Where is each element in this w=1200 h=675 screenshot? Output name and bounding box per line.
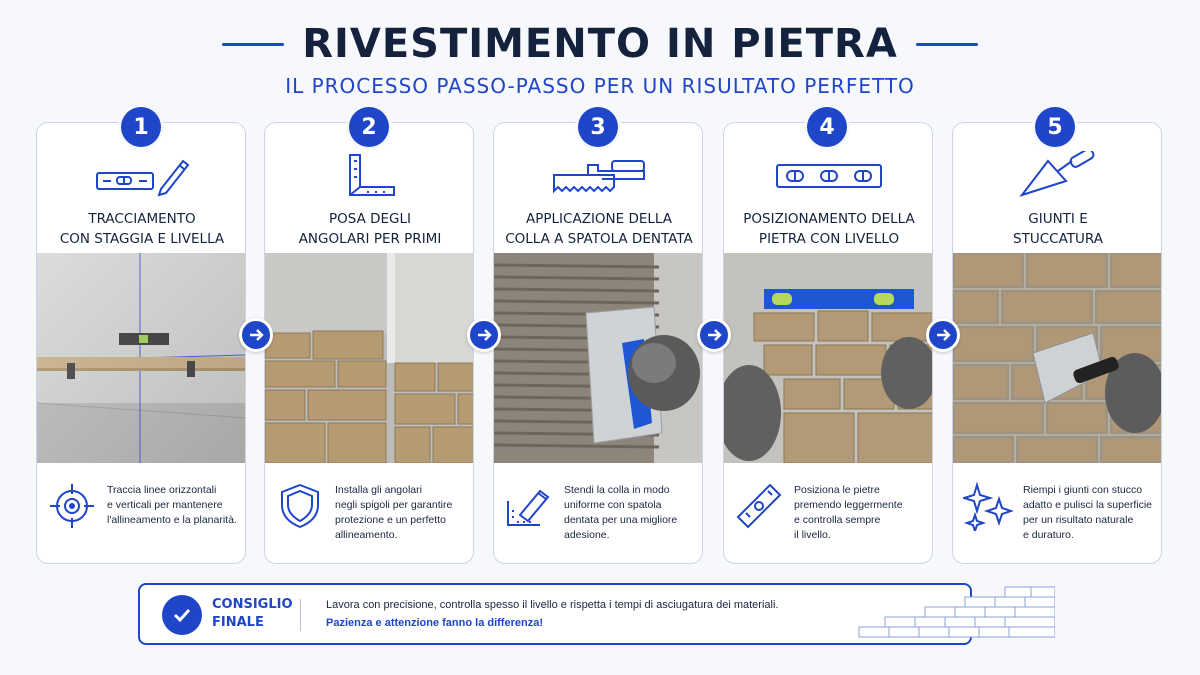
placing-stone-level-photo xyxy=(724,253,933,463)
desc-line: adesione. xyxy=(564,529,610,541)
desc-line: e duraturo. xyxy=(1023,529,1074,541)
step-card-2 xyxy=(264,122,474,564)
step-1-description xyxy=(37,463,246,564)
corner-square-icon xyxy=(265,151,474,201)
tip-title-line: FINALE xyxy=(212,615,264,630)
title-left-rule xyxy=(222,43,284,46)
step-5-badge: 5 xyxy=(1035,107,1075,147)
desc-line: Posiziona le pietre xyxy=(794,484,880,496)
spirit-level-icon xyxy=(724,151,933,201)
arrow-right-icon xyxy=(467,318,501,352)
arrow-right-icon xyxy=(697,318,731,352)
step-4-desc-text xyxy=(794,483,928,543)
tip-divider xyxy=(300,599,301,631)
step-3-desc-text xyxy=(564,483,698,543)
step-4-badge: 4 xyxy=(807,107,847,147)
wall-with-level-photo xyxy=(37,253,246,463)
step-2-desc-text xyxy=(335,483,469,543)
page-subtitle: IL PROCESSO PASSO-PASSO PER UN RISULTATO PERFETTO xyxy=(285,74,915,98)
tip-text: Lavora con precisione, controlla spesso il livello e rispetta i tempi di asciugatura dei materiali. xyxy=(326,599,779,611)
adhesive-trowel-photo xyxy=(494,253,703,463)
desc-line: adatto e pulisci la superficie xyxy=(1023,499,1152,511)
tilted-level-icon xyxy=(734,481,784,531)
step-4-description xyxy=(724,463,933,564)
step-5-title-line: GIUNTI E xyxy=(1028,211,1088,227)
desc-line: l'allineamento e la planarità. xyxy=(107,514,237,526)
final-tip-box xyxy=(138,583,972,645)
desc-line: dentata per una migliore xyxy=(564,514,678,526)
stone-corner-photo xyxy=(265,253,474,463)
step-2-title-line: POSA DEGLI xyxy=(328,211,411,227)
arrow-right-icon xyxy=(926,318,960,352)
step-5-title xyxy=(953,209,1162,249)
desc-line: uniforme con spatola xyxy=(564,499,662,511)
target-crosshair-icon xyxy=(47,481,97,531)
step-2-badge: 2 xyxy=(349,107,389,147)
page-title: RIVESTIMENTO IN PIETRA xyxy=(302,21,898,67)
grouting-joints-photo xyxy=(953,253,1162,463)
step-4-title-line: POSIZIONAMENTO DELLA xyxy=(743,211,915,227)
sparkles-icon xyxy=(963,481,1013,531)
desc-line: Riempi i giunti con stucco xyxy=(1023,484,1143,496)
desc-line: premendo leggermente xyxy=(794,499,903,511)
desc-line: Traccia linee orizzontali xyxy=(107,484,217,496)
step-3-badge: 3 xyxy=(578,107,618,147)
step-card-1 xyxy=(36,122,246,564)
step-card-4 xyxy=(723,122,933,564)
step-1-title-line: TRACCIAMENTO xyxy=(88,211,196,227)
desc-line: negli spigoli per garantire xyxy=(335,499,453,511)
step-1-badge: 1 xyxy=(121,107,161,147)
step-card-5 xyxy=(952,122,1162,564)
desc-line: il livello. xyxy=(794,529,831,541)
header xyxy=(0,14,1200,98)
step-5-desc-text xyxy=(1023,483,1157,543)
desc-line: e verticali per mantenere xyxy=(107,499,223,511)
step-3-description xyxy=(494,463,703,564)
title-row xyxy=(0,14,1200,74)
title-right-rule xyxy=(916,43,978,46)
desc-line: Stendi la colla in modo xyxy=(564,484,670,496)
tip-title xyxy=(212,596,300,632)
step-3-title-line: COLLA A SPATOLA DENTATA xyxy=(505,231,693,247)
step-2-description xyxy=(265,463,474,564)
step-5-title-line: STUCCATURA xyxy=(1013,231,1103,247)
step-3-title xyxy=(494,209,703,249)
shield-icon xyxy=(275,481,325,531)
step-4-title xyxy=(724,209,933,249)
desc-line: Installa gli angolari xyxy=(335,484,422,496)
tip-highlight: Pazienza e attenzione fanno la differenza! xyxy=(326,617,543,629)
step-card-3 xyxy=(493,122,703,564)
desc-line: e controlla sempre xyxy=(794,514,881,526)
step-1-desc-text xyxy=(107,483,241,528)
step-5-description xyxy=(953,463,1162,564)
step-2-title xyxy=(265,209,474,249)
step-1-title xyxy=(37,209,246,249)
trowel-comb-icon xyxy=(504,481,554,531)
brick-wall-decoration xyxy=(855,583,1055,645)
notched-trowel-icon xyxy=(494,151,703,201)
step-1-title-line: CON STAGGIA E LIVELLA xyxy=(59,231,225,247)
step-4-title-line: PIETRA CON LIVELLO xyxy=(758,231,900,247)
arrow-right-icon xyxy=(239,318,273,352)
desc-line: allineamento. xyxy=(335,529,398,541)
level-and-pencil-icon xyxy=(37,151,246,201)
desc-line: protezione e un perfetto xyxy=(335,514,446,526)
step-3-title-line: APPLICAZIONE DELLA xyxy=(526,211,672,227)
step-2-title-line: ANGOLARI PER PRIMI xyxy=(298,231,442,247)
desc-line: per un risultato naturale xyxy=(1023,514,1134,526)
check-circle-icon xyxy=(162,595,202,635)
tip-title-line: CONSIGLIO xyxy=(212,597,293,612)
pointing-trowel-icon xyxy=(953,151,1162,201)
